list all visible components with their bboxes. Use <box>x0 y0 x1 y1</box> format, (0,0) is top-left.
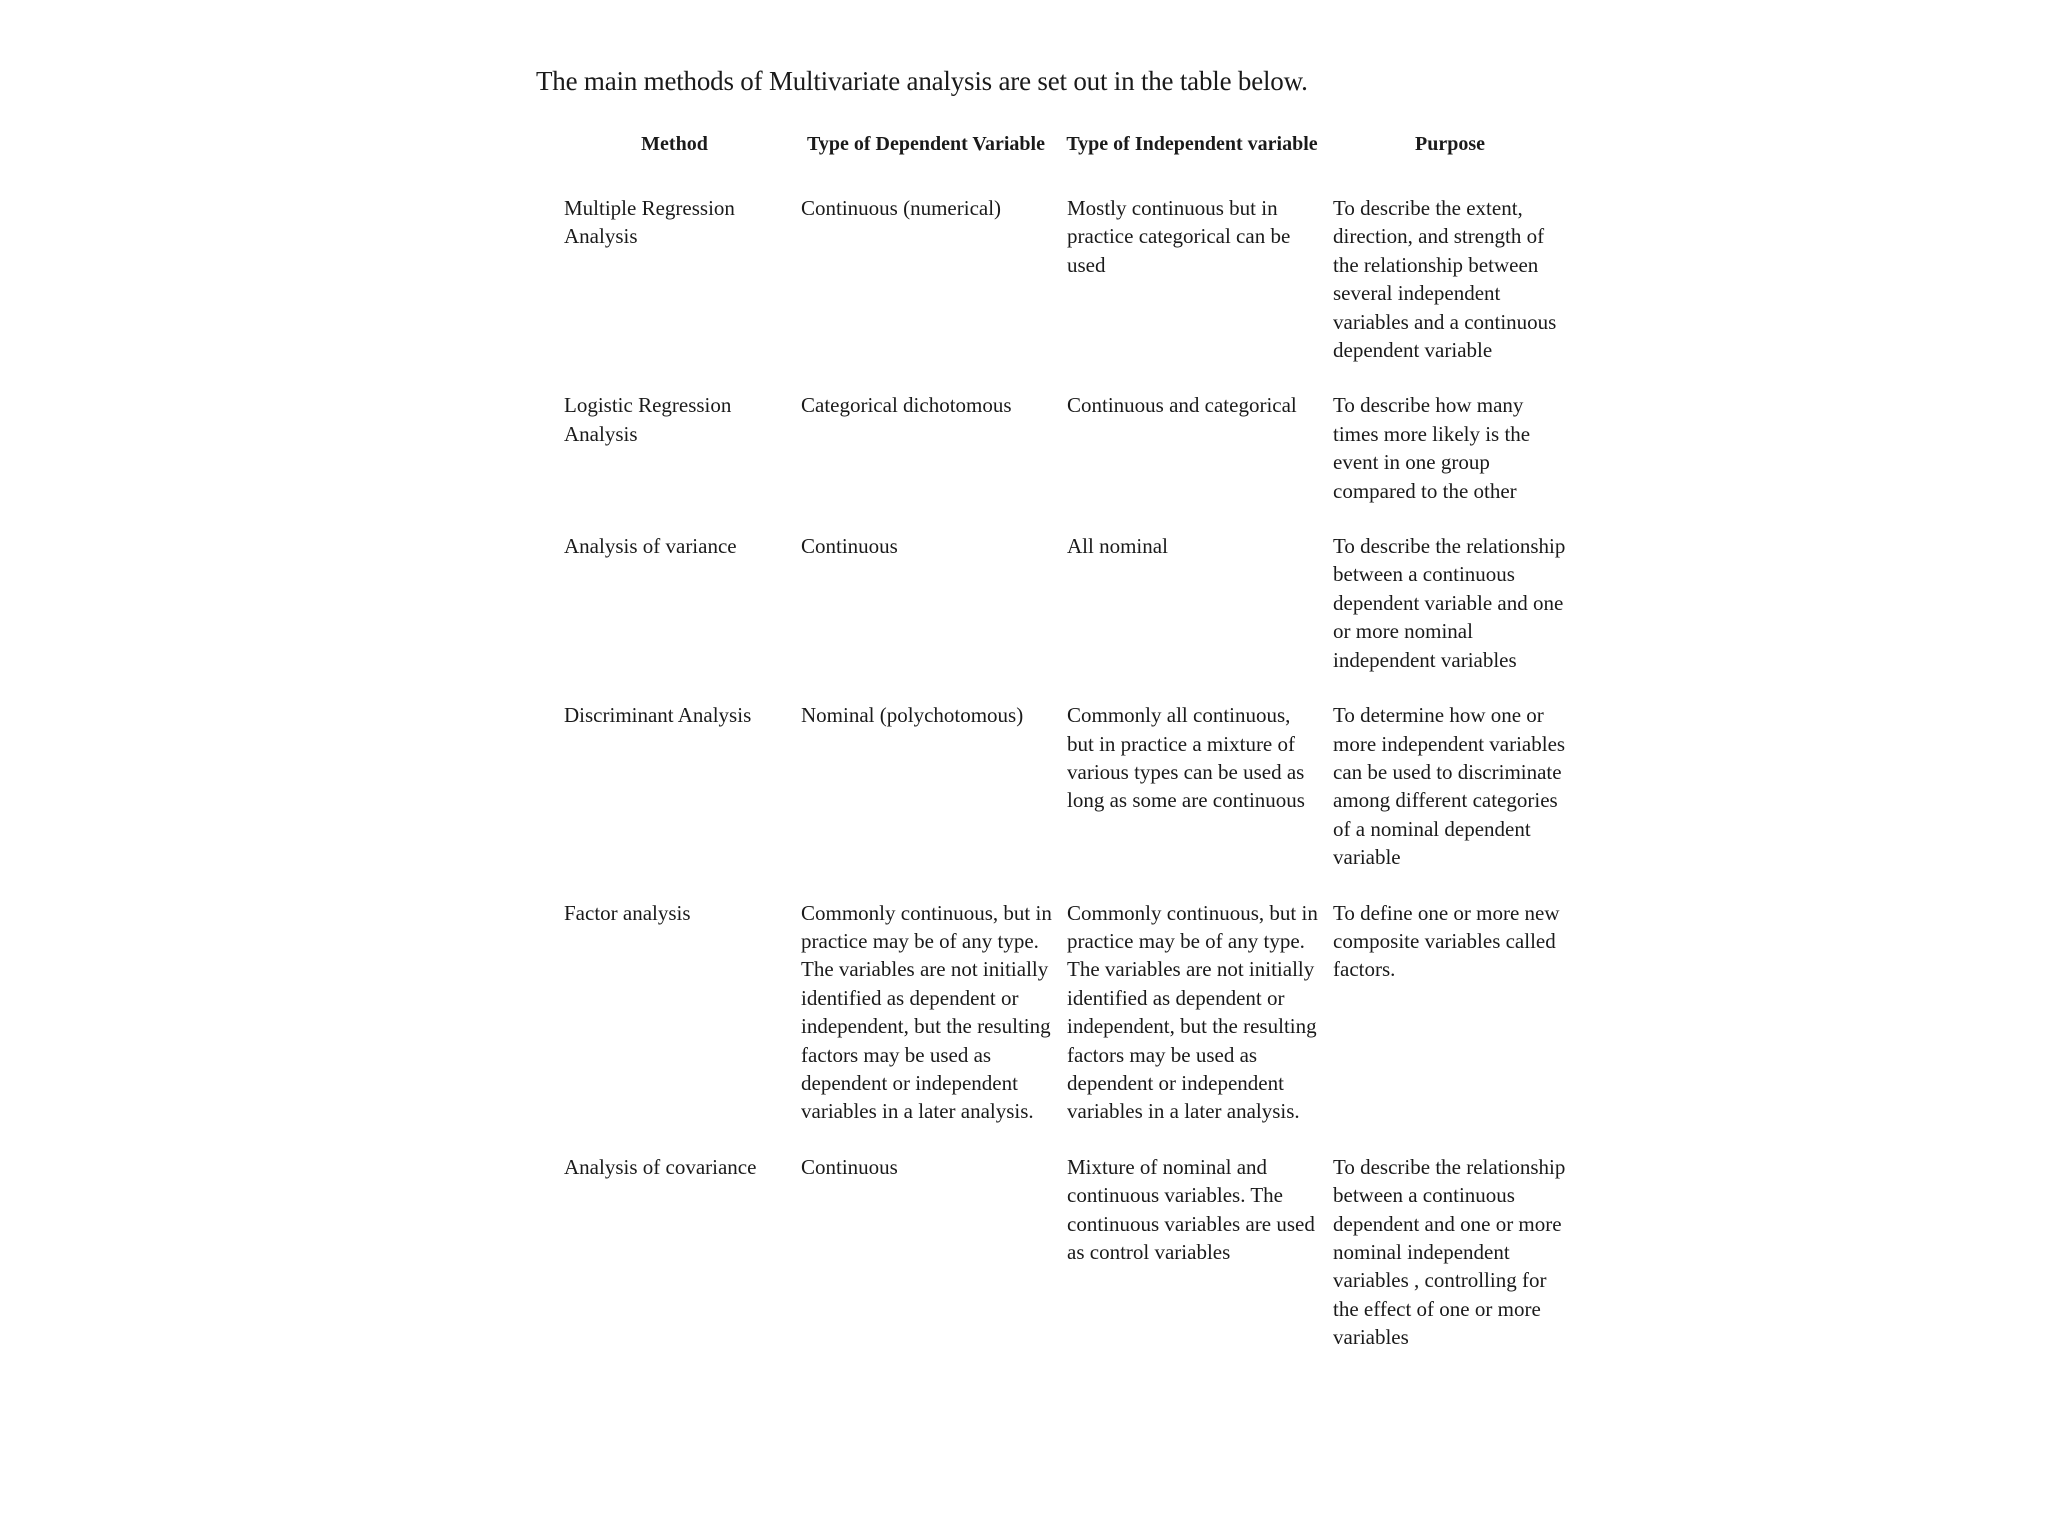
header-independent: Type of Independent variable <box>1066 133 1318 155</box>
intro-text: The main methods of Multivariate analysis are set out in the table below. <box>536 66 1308 96</box>
cell-independent: All nominal <box>1067 534 1168 559</box>
cell-purpose: To describe how many times more likely is the event in one group compared to the other <box>1333 393 1531 503</box>
cell-independent: Mixture of nominal and continuous variables. The continuous variables are used as control variables <box>1067 1154 1315 1264</box>
cell-independent: Commonly all continuous, but in practice a mixture of various types can be used as long as some are continuous <box>1067 703 1305 813</box>
cell-method: Factor analysis <box>564 900 691 925</box>
cell-purpose: To define one or more new composite variables called factors. <box>1333 900 1560 982</box>
table-row <box>556 194 1575 391</box>
cell-dependent: Commonly continuous, but in practice may be of any type. The variables are not initially identified as dependent or independent, but the resulting factors may be used as dependent or independent variables in a later analysis. <box>801 900 1052 1124</box>
cell-purpose: To describe the relationship between a continuous dependent variable and one or more nominal independent variables <box>1333 534 1566 672</box>
cell-independent: Continuous and categorical <box>1067 393 1297 418</box>
table-row <box>556 701 1575 898</box>
cell-dependent: Continuous <box>801 1154 898 1179</box>
methods-table <box>556 128 1575 1379</box>
cell-dependent: Categorical dichotomous <box>801 393 1012 418</box>
cell-independent: Commonly continuous, but in practice may be of any type. The variables are not initially identified as dependent or independent, but the resulting factors may be used as dependent or independent variables in a later analysis. <box>1067 900 1318 1124</box>
cell-method: Analysis of variance <box>564 534 737 559</box>
header-dependent: Type of Dependent Variable <box>807 133 1045 155</box>
cell-purpose: To describe the relationship between a continuous dependent and one or more nominal independent variables , controlling for the effect of one or more variables <box>1333 1154 1566 1350</box>
cell-method: Discriminant Analysis <box>564 703 752 728</box>
cell-dependent: Continuous (numerical) <box>801 196 1002 220</box>
table-row <box>556 391 1575 532</box>
cell-independent: Mostly continuous but in practice categorical can be used <box>1067 196 1291 277</box>
table-row <box>556 1153 1575 1379</box>
table-row <box>556 899 1575 1153</box>
header-purpose: Purpose <box>1415 133 1485 155</box>
header-method: Method <box>641 133 708 155</box>
cell-method: Analysis of covariance <box>564 1154 757 1179</box>
cell-method: Logistic Regression Analysis <box>564 393 732 446</box>
cell-dependent: Nominal (polychotomous) <box>801 703 1024 728</box>
cell-purpose: To describe the extent, direction, and strength of the relationship between several independent variables and a continuous dependent variable <box>1333 196 1557 363</box>
table-row <box>556 532 1575 701</box>
cell-method: Multiple Regression Analysis <box>564 196 735 249</box>
cell-dependent: Continuous <box>801 534 898 559</box>
cell-purpose: To determine how one or more independent variables can be used to discriminate among different categories of a nominal dependent variable <box>1333 703 1566 870</box>
table-header-row <box>556 128 1575 194</box>
